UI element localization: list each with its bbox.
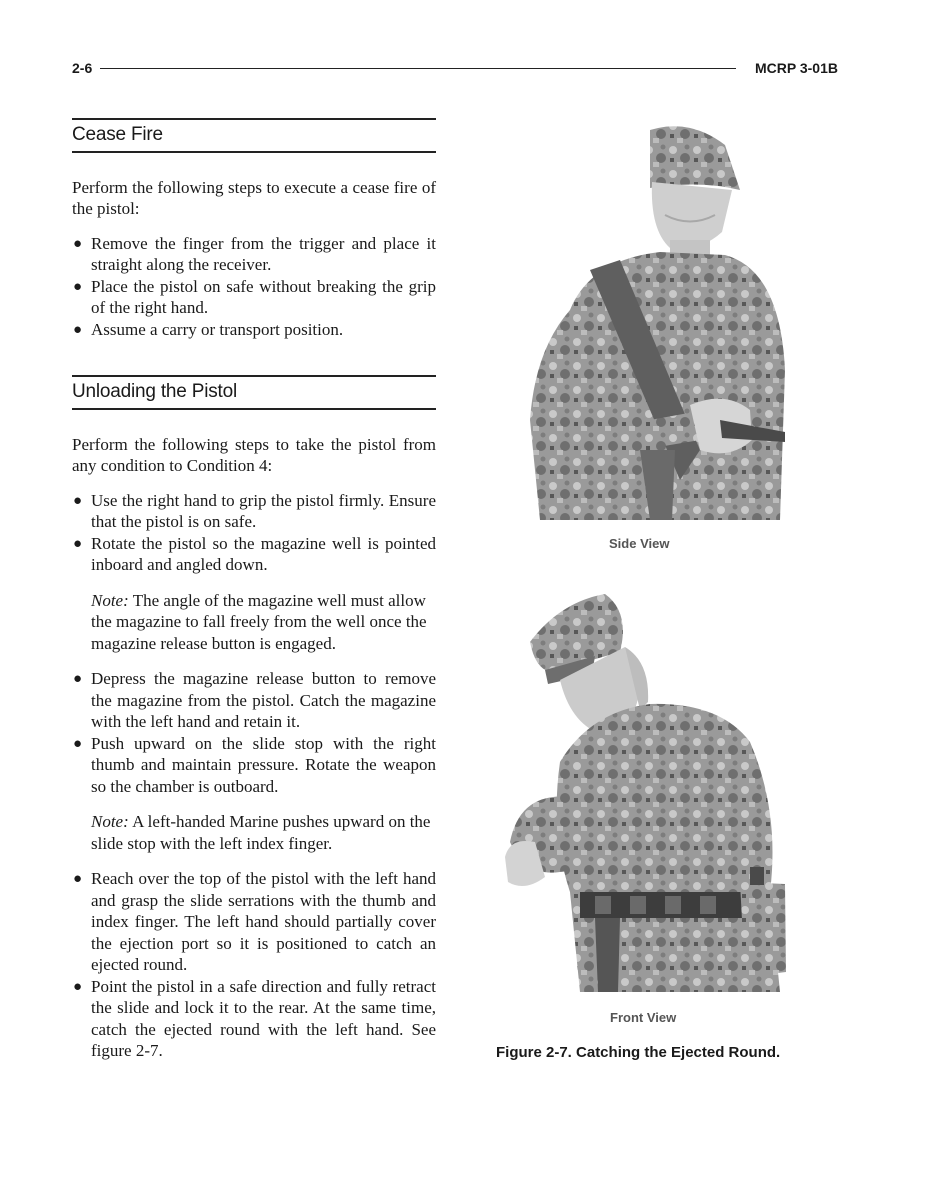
unloading-steps-b <box>72 668 436 797</box>
unloading-section <box>72 375 436 1062</box>
bullet-icon: ● <box>73 535 83 552</box>
list-item: ● Assume a carry or transport position. <box>72 319 436 341</box>
figure-caption: Figure 2-7. Catching the Ejected Round. <box>496 1044 781 1061</box>
bullet-icon: ● <box>73 671 83 687</box>
cease-fire-steps <box>72 233 436 341</box>
bullet-icon: ● <box>73 492 83 509</box>
side-view-label: Side View <box>609 536 670 551</box>
list-item: ● Rotate the pistol so the magazine well is pointed inboard and angled down. <box>73 533 436 574</box>
unloading-heading: Unloading the Pistol <box>72 375 436 410</box>
unloading-intro: Perform the following steps to take the pistol from any condition to Condition 4: <box>72 434 436 475</box>
cease-fire-intro: Perform the following steps to execute a cease fire of the pistol: <box>72 177 436 218</box>
unloading-steps-a <box>72 490 436 576</box>
cease-fire-heading: Cease Fire <box>72 118 436 153</box>
list-item: ● Point the pistol in a safe direction and fully retract the slide and lock it to the rear. At the same time, catch the ejected round with the left hand. See figure 2-7. <box>73 976 436 1060</box>
publication-id: MCRP 3-01B <box>755 60 838 76</box>
bullet-icon: ● <box>73 871 83 887</box>
page-number: 2-6 <box>72 60 93 76</box>
front-view-label: Front View <box>610 1010 677 1025</box>
bullet-icon: ● <box>73 235 83 252</box>
bullet-icon: ● <box>73 321 83 338</box>
front-view-photo <box>500 592 790 1002</box>
list-item: ● Use the right hand to grip the pistol firmly. Ensure that the pistol is on safe. <box>73 490 436 531</box>
side-view-photo <box>500 120 790 530</box>
list-item: ● Depress the magazine release button to remove the magazine from the pistol. Catch the magazine with the left hand and retain it. <box>73 669 436 731</box>
note-magazine-well: Note: The angle of the magazine well must allow the magazine to fall freely from the well once the magazine release button is engaged. <box>91 590 427 653</box>
bullet-icon: ● <box>73 978 83 995</box>
note-left-handed: Note: A left-handed Marine pushes upward on the slide stop with the left index finger. <box>91 812 431 853</box>
header-rule <box>100 68 736 69</box>
bullet-icon: ● <box>73 735 83 752</box>
cease-fire-section <box>72 118 436 340</box>
unloading-steps-c <box>72 868 436 1062</box>
bullet-icon: ● <box>73 278 83 295</box>
list-item: ● Remove the finger from the trigger and place it straight along the receiver. <box>73 233 436 274</box>
list-item: ● Place the pistol on safe without breaking the grip of the right hand. <box>73 276 436 317</box>
list-item: ● Push upward on the slide stop with the right thumb and maintain pressure. Rotate the weapon so the chamber is outboard. <box>73 733 436 796</box>
list-item: ● Reach over the top of the pistol with the left hand and grasp the slide serrations with the thumb and index finger. The left hand should partially cover the ejection port so it is positioned to catch an ejected round. <box>73 869 436 974</box>
